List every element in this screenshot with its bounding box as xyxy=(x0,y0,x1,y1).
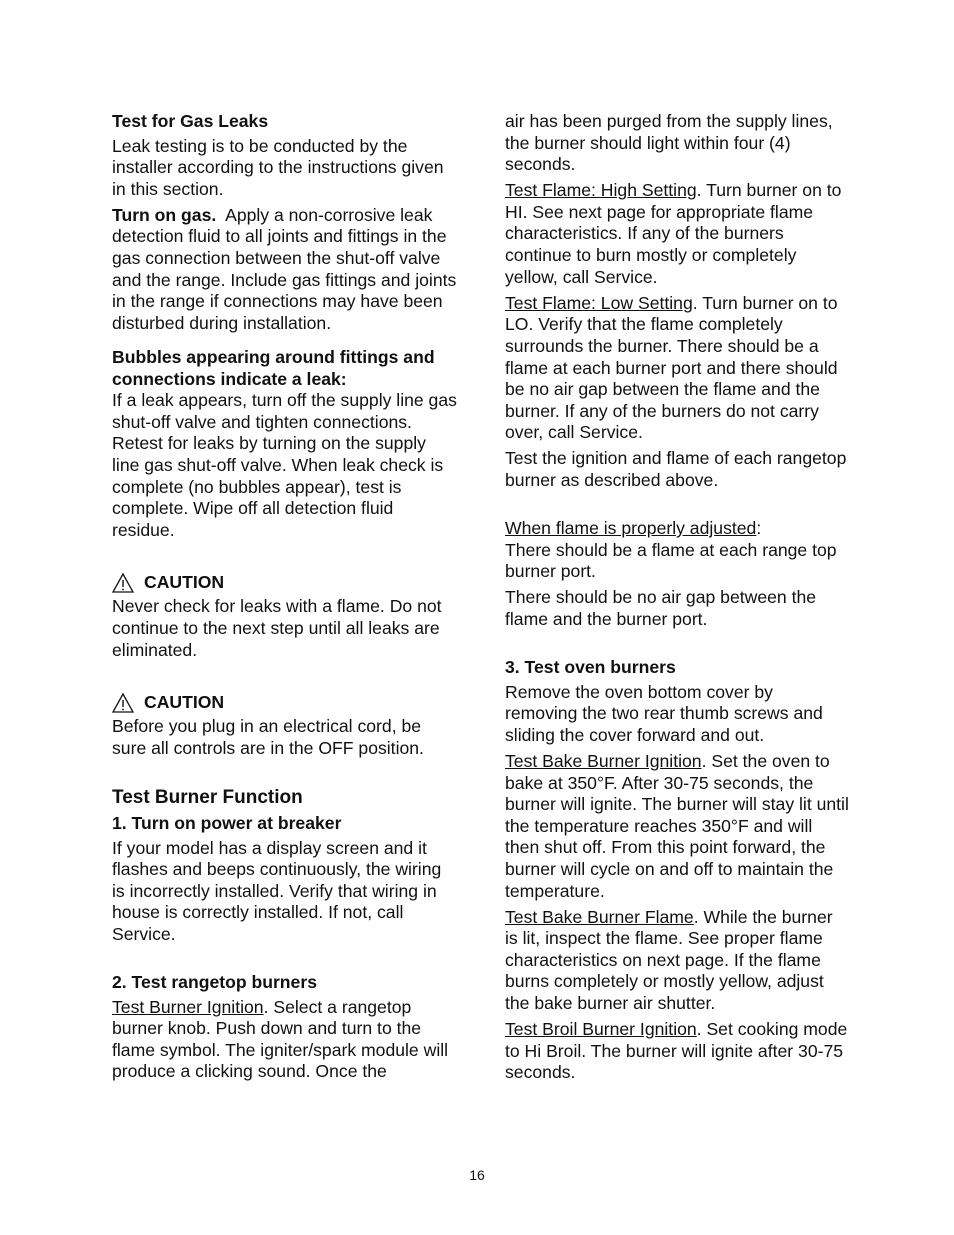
bubbles-text: If a leak appears, turn off the supply line gas shut-off valve and tighten connections. Retest for leaks by turning on the supply line gas shut-off valve. When leak check is complete (no bubbles appear), test is complete. Wipe off all detection fluid residue. xyxy=(112,390,457,540)
ignition-label: Test Burner Ignition xyxy=(112,996,264,1017)
high-setting-label: Test Flame: High Setting xyxy=(505,180,697,201)
caution-2 xyxy=(112,692,457,714)
gas-leaks-intro: Leak testing is to be conducted by the installer according to the instructions given in this section. xyxy=(112,135,444,199)
rangetop-text: Test the ignition and flame of each rangetop burner as described above. xyxy=(505,448,847,490)
caution-1-label: CAUTION xyxy=(144,571,225,592)
high-setting-text: . Turn burner on to HI. See next page for appropriate flame characteristics. If any of the burners continue to burn mostly or completely yellow, call Service. xyxy=(505,180,842,287)
low-setting-paragraph xyxy=(505,293,850,444)
caution-1 xyxy=(112,572,457,594)
adjusted-text: There should be a flame at each range top burner port. xyxy=(505,539,837,582)
bake-flame-label: Test Bake Burner Flame xyxy=(505,906,694,927)
low-setting-label: Test Flame: Low Setting xyxy=(505,292,693,313)
step2-heading: 2. Test rangetop burners xyxy=(112,972,317,992)
bake-flame-text: . While the burner is lit, inspect the flame. See proper flame characteristics on next page. If the flame burns completely or mostly yellow, adjust the bake burner air shutter. xyxy=(505,906,833,1013)
page-number: 16 xyxy=(469,1167,485,1183)
caution-2-label: CAUTION xyxy=(144,691,225,712)
caution-1-text: Never check for leaks with a flame. Do not continue to the next step until all leaks are eliminated. xyxy=(112,596,442,660)
broil-text: . Set cooking mode to Hi Broil. The burner will ignite after 30-75 seconds. xyxy=(505,1019,848,1083)
turn-on-gas-paragraph xyxy=(112,205,457,335)
ignition-text: . Select a rangetop burner knob. Push down and turn to the flame symbol. The igniter/spark module will produce a clicking sound. Once the xyxy=(112,996,449,1082)
broil-paragraph xyxy=(505,1019,850,1084)
bake-flame-paragraph xyxy=(505,907,850,1015)
ignition-continued: air has been purged from the supply lines, the burner should light within four (4) seconds. xyxy=(505,111,833,175)
adjusted-colon: : xyxy=(756,518,762,539)
adjusted-heading xyxy=(505,518,850,540)
step3-heading: 3. Test oven burners xyxy=(505,657,676,678)
ignition-paragraph xyxy=(112,997,457,1083)
bake-ignition-paragraph xyxy=(505,751,850,902)
step3-text: Remove the oven bottom cover by removing the two rear thumb screws and sliding the cover forward and out. xyxy=(505,681,823,745)
adjusted-label: When flame is properly adjusted xyxy=(505,518,757,539)
left-column xyxy=(112,111,457,1087)
turn-on-gas-label: Turn on gas. xyxy=(112,204,217,225)
step1-text: If your model has a display screen and it flashes and beeps continuously, the wiring is incorrectly installed. Verify that wiring in house is correctly installed. If not, call Service. xyxy=(112,837,442,944)
warning-triangle-icon xyxy=(112,693,134,713)
no-gap-text: There should be no air gap between the flame and the burner port. xyxy=(505,587,817,629)
low-setting-text: . Turn burner on to LO. Verify that the flame completely surrounds the burner. There should be a flame at each burner port and there should be no air gap between the flame and the burner. If any of the burners do not carry over, call Service. xyxy=(505,292,838,443)
step1-heading: 1. Turn on power at breaker xyxy=(112,812,342,833)
bake-ignition-label: Test Bake Burner Ignition xyxy=(505,750,702,771)
turn-on-gas-text: Apply a non-corrosive leak detection fluid to all joints and fittings in the gas connection between the shut-off valve and the range. Include gas fittings and joints in the range if connections may have been disturbed during installation. xyxy=(112,204,457,333)
bake-ignition-text: . Set the oven to bake at 350°F. After 30-75 seconds, the burner will ignite. The burner will stay lit until the temperature reaches 350°F and will then shut off. From this point forward, the burner will cycle on and off to maintain the temperature. xyxy=(505,750,849,901)
right-column xyxy=(505,111,850,1088)
gas-leaks-heading: Test for Gas Leaks xyxy=(112,111,269,131)
bubbles-heading: Bubbles appearing around fittings and connections indicate a leak: xyxy=(112,346,435,389)
high-setting-paragraph xyxy=(505,180,850,288)
warning-triangle-icon xyxy=(112,573,134,593)
caution-2-text: Before you plug in an electrical cord, be sure all controls are in the OFF position. xyxy=(112,716,424,758)
broil-label: Test Broil Burner Ignition xyxy=(505,1019,697,1040)
burner-function-heading: Test Burner Function xyxy=(112,786,303,808)
